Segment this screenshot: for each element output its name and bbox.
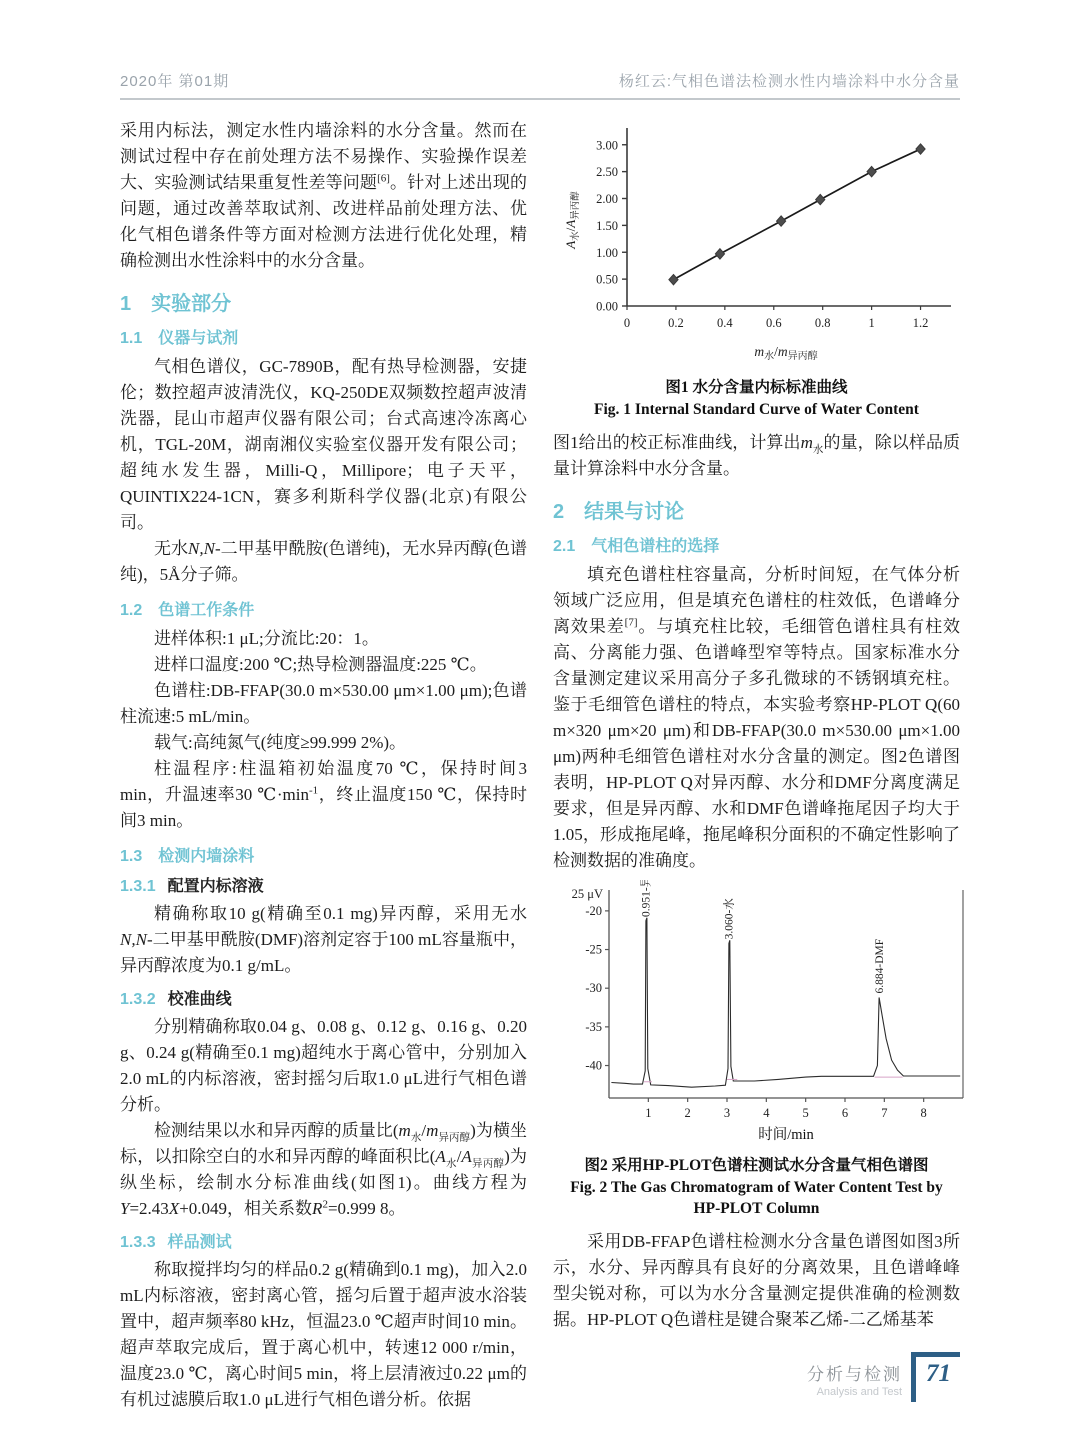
right-column xyxy=(553,118,965,1413)
fig1-discussion-paragraph: 图1给出的校正标准曲线，计算出$m_水$的量，除以样品质量计算涂料中水分含量。 xyxy=(553,433,961,478)
figure-2-caption-zh: 图2 采用HP-PLOT色谱柱测试水分含量气相色谱图 xyxy=(584,1157,929,1174)
svg-text:A水/A异丙醇: $A_水/A_{异丙醇}$ xyxy=(563,191,581,249)
footer-section-en: Analysis and Test xyxy=(816,1386,902,1398)
page-number: 71 xyxy=(926,1360,951,1387)
svg-text:0.6: 0.6 xyxy=(765,316,782,330)
svg-text:8: 8 xyxy=(920,1106,927,1120)
svg-text:0.8: 0.8 xyxy=(814,316,831,330)
figure-1 xyxy=(553,118,960,420)
condition-paragraph: 柱温程序:柱温箱初始温度70 ℃，保持时间3 min，升温速率30 $℃\cdot\min^{-1}$，终止温度150 ℃，保持时间3 min。 xyxy=(120,759,532,830)
intro-paragraph: 采用内标法，测定水性内墙涂料的水分含量。然而在测试过程中存在前处理方法不易操作、实验操作误差大、实验测试结果重复性差等问题[6]。针对上述出现的问题，通过改善萃取试剂、改进样品前处理方法、优化气相色谱条件等方面对检测方法进行优化处理，精确检测出水性涂料中的水分含量。 xyxy=(120,121,528,270)
svg-text:时间/min: 时间/min xyxy=(758,1127,814,1143)
svg-text:0.2: 0.2 xyxy=(668,316,684,330)
left-column xyxy=(120,118,532,1413)
calibration-paragraph: 分别精确称取0.04 g、0.08 g、0.12 g、0.16 g、0.20 g、0.24 g(精确至0.1 mg)超纯水于离心管中，分别加入2.0 mL的内标溶液，密封摇匀后取1.0 μL进行气相色谱分析。 xyxy=(120,1017,532,1114)
svg-text:-25: -25 xyxy=(585,942,602,957)
svg-text:0.50: 0.50 xyxy=(596,272,618,287)
page-number-box xyxy=(911,1352,960,1402)
svg-text:7: 7 xyxy=(881,1106,888,1120)
condition-paragraph: 色谱柱:DB-FFAP(30.0 m×530.00 μm×1.00 μm);色谱柱流速:5 mL/min。 xyxy=(120,681,527,726)
footer-section-zh: 分析与检测 xyxy=(807,1365,902,1384)
figure-2-caption xyxy=(553,1153,960,1219)
svg-text:-30: -30 xyxy=(585,981,602,996)
right-column-text-1 xyxy=(553,430,965,874)
issue-label: 2020年 第01期 xyxy=(120,73,230,90)
svg-text:-35: -35 xyxy=(585,1019,602,1034)
section-heading: 2 结果与讨论 xyxy=(553,501,685,523)
left-column-text xyxy=(120,118,532,1413)
figure-1-caption-en: Fig. 1 Internal Standard Curve of Water Content xyxy=(594,401,919,418)
sample-test-paragraph: 称取搅拌均匀的样品0.2 g(精确到0.1 mg)，加入2.0 mL内标溶液，密封离心管，摇匀后置于超声波水浴装置中，超声频率80 kHz，恒温23.0 ℃超声时间10 min。超声萃取完成后，置于离心机中，转速12 000 r/min，温度23.0 ℃，离心时间5 min，将上层清液过0.22 μm的有机过滤膜后取1.0 μL进行气相色谱分析。依据 xyxy=(120,1260,532,1409)
section-heading: 1 实验部分 xyxy=(120,293,232,315)
section-heading: 1.1 仪器与试剂 xyxy=(120,330,239,347)
svg-text:-20: -20 xyxy=(585,903,602,918)
svg-text:1: 1 xyxy=(645,1106,652,1120)
figure-1-chart xyxy=(553,118,965,368)
svg-text:1: 1 xyxy=(868,316,875,330)
svg-text:2.50: 2.50 xyxy=(596,165,618,180)
figure-1-caption xyxy=(553,375,960,420)
svg-text:0.4: 0.4 xyxy=(717,316,733,330)
svg-text:25 μV: 25 μV xyxy=(571,887,603,901)
column-selection-paragraph: 填充色谱柱柱容量高，分析时间短，在气体分析领域广泛应用，但是填充色谱柱的柱效低，色谱峰分离效果差[7]。与填充柱比较，毛细管色谱柱具有柱效高、分离能力强、色谱峰型窄等特点。国家标准水分含量测定建议采用高分子多孔微球的不锈钢填充柱。鉴于毛细管色谱柱的特点，本实验考察HP-PLOT Q(60 m×320 μm×20 μm)和DB-FFAP(30.0 m×530.00 μm×1.00 μm)两种毛细管色谱柱对水分含量的测定。图2色谱图表明，HP-PLOT Q对异丙醇、水分和DMF分离度满足要求，但是异丙醇、水和DMF色谱峰拖尾因子均大于1.05，形成拖尾峰，拖尾峰积分面积的不确定性影响了检测数据的准确度。 xyxy=(553,565,965,870)
db-ffap-paragraph: 采用DB-FFAP色谱柱检测水分含量色谱图如图3所示，水分、异丙醇具有良好的分离效果，且色谱峰峰型尖锐对称，可以为水分含量测定提供准确的检测数据。HP-PLOT Q色谱柱是键合聚苯乙烯-二乙烯基苯 xyxy=(553,1232,960,1329)
svg-text:5: 5 xyxy=(802,1106,809,1120)
svg-text:4: 4 xyxy=(763,1106,770,1120)
svg-text:2.00: 2.00 xyxy=(596,192,618,206)
internal-standard-paragraph: 精确称取10 g(精确至0.1 mg)异丙醇，采用无水N,N-二甲基甲酰胺(DMF)溶剂定容于100 mL容量瓶中，异丙醇浓度为0.1 g/mL。 xyxy=(120,904,527,975)
svg-text:3.060-水: 3.060-水 xyxy=(723,898,736,940)
reagents-paragraph: 无水N,N-二甲基甲酰胺(色谱纯)，无水异丙醇(色谱纯)，5Å分子筛。 xyxy=(120,539,527,584)
two-column-body xyxy=(120,118,965,1413)
figure-2 xyxy=(553,880,960,1219)
section-heading: 2.1 气相色谱柱的选择 xyxy=(553,538,720,555)
figure-1-caption-zh: 图1 水分含量内标标准曲线 xyxy=(665,379,848,396)
svg-text:m水/m异丙醇: $m_水/m_{异丙醇}$ xyxy=(754,344,818,362)
svg-text:0.00: 0.00 xyxy=(596,299,618,314)
footer-section xyxy=(807,1352,902,1398)
subsection-heading: 1.3.1 配置内标溶液 xyxy=(120,878,264,895)
page-footer xyxy=(807,1352,960,1402)
svg-text:0.951-异丙醇: 0.951-异丙醇 xyxy=(640,880,653,917)
svg-text:1.2: 1.2 xyxy=(912,316,929,330)
curve-equation-paragraph: 检测结果以水和异丙醇的质量比$(m_水/m_{异丙醇})$为横坐标，以扣除空白的水和异丙醇的峰面积比$(A_水/A_{异丙醇})$为纵坐标，绘制水分标准曲线(如图1)。曲线方程为Y=2.43X+0.049，相关系数$R^2=0.999$ 8。 xyxy=(120,1121,528,1218)
figure-2-chromatogram xyxy=(553,880,973,1146)
condition-paragraph: 载气:高纯氮气(纯度≥99.999 2%)。 xyxy=(154,733,407,752)
svg-text:6.884-DMF: 6.884-DMF xyxy=(873,938,886,994)
running-title: 杨红云:气相色谱法检测水性内墙涂料中水分含量 xyxy=(618,73,960,90)
page-header xyxy=(120,70,960,100)
subsection-heading: 1.3.2 校准曲线 xyxy=(120,991,232,1008)
condition-paragraph: 进样口温度:200 ℃;热导检测器温度:225 ℃。 xyxy=(154,655,487,674)
svg-text:-40: -40 xyxy=(585,1058,602,1073)
svg-text:6: 6 xyxy=(841,1106,849,1120)
right-column-text-2 xyxy=(553,1229,960,1333)
section-heading: 1.2 色谱工作条件 xyxy=(120,602,255,619)
svg-text:2: 2 xyxy=(684,1106,691,1120)
svg-text:1.00: 1.00 xyxy=(596,245,618,260)
subsection-heading: 1.3.3 样品测试 xyxy=(120,1234,232,1251)
svg-text:0: 0 xyxy=(623,316,631,330)
svg-text:3: 3 xyxy=(723,1106,731,1120)
figure-2-caption-en: Fig. 2 The Gas Chromatogram of Water Content Test by HP-PLOT Column xyxy=(570,1179,943,1217)
svg-text:3.00: 3.00 xyxy=(596,138,618,153)
section-heading: 1.3 检测内墙涂料 xyxy=(120,848,255,865)
condition-paragraph: 进样体积:1 μL;分流比:20：1。 xyxy=(154,629,379,648)
svg-text:1.50: 1.50 xyxy=(596,218,618,233)
instruments-paragraph: 气相色谱仪，GC-7890B，配有热导检测器，安捷伦；数控超声波清洗仪，KQ-250DE双频数控超声波清洗器，昆山市超声仪器有限公司；台式高速冷冻离心机，TGL-20M，湖南湘仪实验室仪器开发有限公司；超纯水发生器，Milli-Q，Millipore；电子天平，QUINTIX224-1CN，赛多利斯科学仪器(北京)有限公司。 xyxy=(120,357,527,532)
